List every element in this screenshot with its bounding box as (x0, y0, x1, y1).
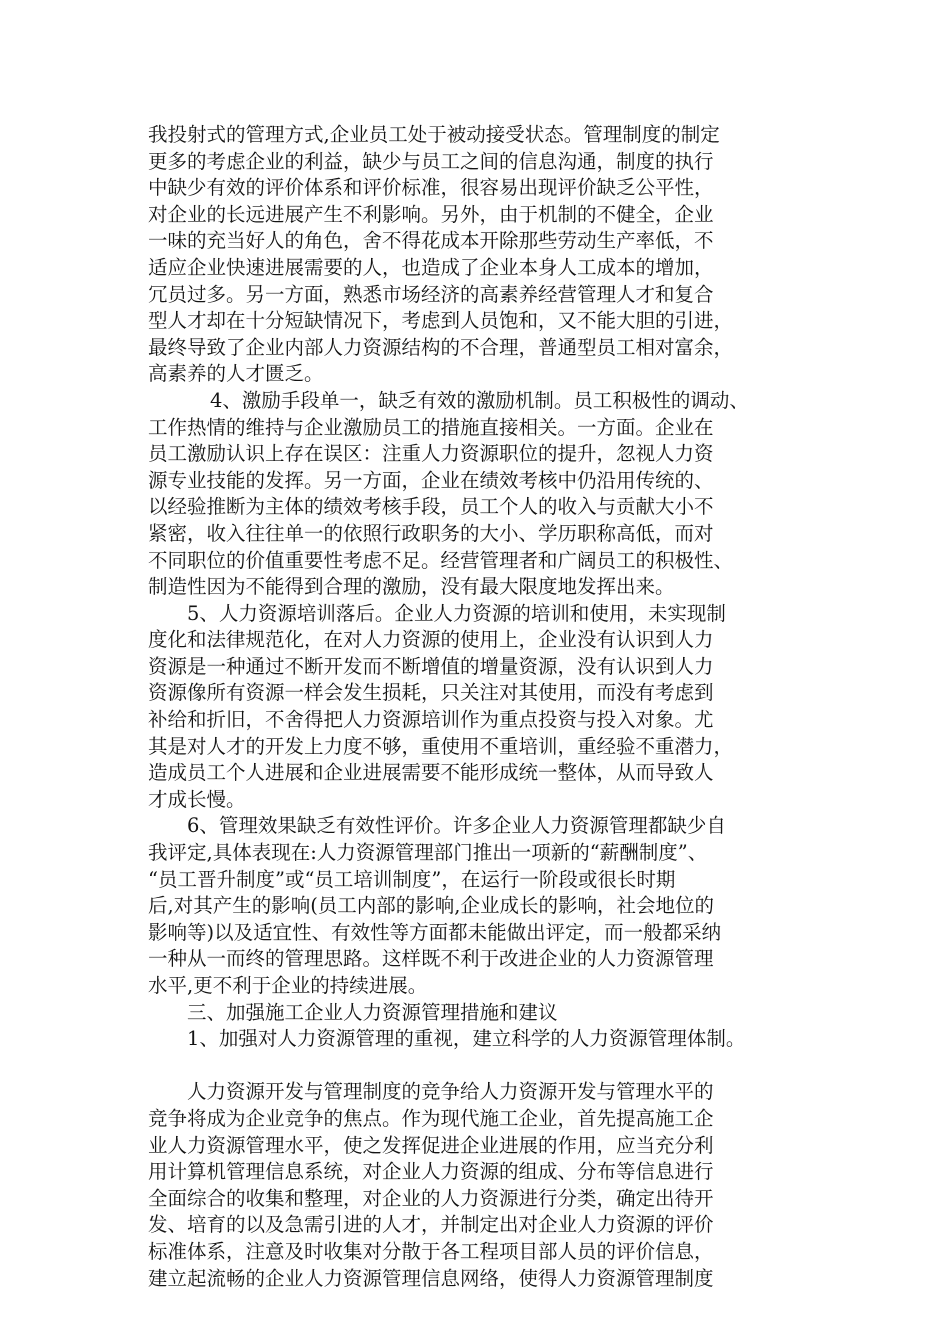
text-line: 工作热情的维持与企业激励员工的措施直接相关。一方面。企业在 (148, 415, 714, 439)
text-line: 度化和法律规范化，在对人力资源的使用上，企业没有认识到人力 (148, 628, 714, 652)
subsection-1-heading: 1、加强对人力资源管理的重视，建立科学的人力资源管理体制。 (187, 1027, 746, 1051)
text-line: 不同职位的价值重要性考虑不足。经营管理者和广阔员工的积极性、 (148, 548, 734, 572)
paragraph-6-heading: 6、管理效果缺乏有效性评价。许多企业人力资源管理都缺少自 (187, 814, 726, 838)
text-line: 高素养的人才匮乏。 (148, 362, 324, 386)
text-line: 造成员工个人进展和企业进展需要不能形成统一整体，从而导致人 (148, 761, 714, 785)
text-line: 我投射式的管理方式,企业员工处于被动接受状态。管理制度的制定 (148, 123, 720, 146)
text-line: 一种从一而终的管理思路。这样既不利于改进企业的人力资源管理 (148, 947, 714, 971)
text-line: 制造性因为不能得到合理的激励，没有最大限度地发挥出来。 (148, 575, 675, 599)
blank-line (148, 1053, 828, 1080)
text-line: 用计算机管理信息系统，对企业人力资源的组成、分布等信息进行 (148, 1160, 714, 1184)
text-line: 建立起流畅的企业人力资源管理信息网络，使得人力资源管理制度 (148, 1266, 714, 1290)
text-line: 型人才却在十分短缺情况下，考虑到人员饱和，又不能大胆的引进， (148, 309, 734, 333)
text-line: 紧密，收入往往单一的依照行政职务的大小、学历职称高低，而对 (148, 521, 714, 545)
section-3-heading: 三、加强施工企业人力资源管理措施和建议 (187, 1000, 558, 1024)
text-line: 更多的考虑企业的利益，缺少与员工之间的信息沟通，制度的执行 (148, 149, 714, 173)
text-line: 一味的充当好人的角色，舍不得花成本开除那些劳动生产率低，不 (148, 229, 714, 253)
text-line: 资源是一种通过不断开发而不断增值的增量资源，没有认识到人力 (148, 654, 714, 678)
text-line: 发、培育的以及急需引进的人才，并制定出对企业人力资源的评价 (148, 1213, 714, 1237)
text-line: 全面综合的收集和整理，对企业的人力资源进行分类，确定出待开 (148, 1186, 714, 1210)
text-line: 员工激励认识上存在误区：注重人力资源职位的提升，忽视人力资 (148, 442, 714, 466)
text-line: 源专业技能的发挥。另一方面，企业在绩效考核中仍沿用传统的、 (148, 468, 714, 492)
paragraph-5-heading: 5、人力资源培训落后。企业人力资源的培训和使用，未实现制 (187, 601, 726, 625)
text-line: 才成长慢。 (148, 787, 246, 811)
text-line: 最终导致了企业内部人力资源结构的不合理，普通型员工相对富余， (148, 335, 734, 359)
text-line: 以经验推断为主体的绩效考核手段，员工个人的收入与贡献大小不 (148, 495, 714, 519)
text-line: 我评定,具体表现在:人力资源管理部门推出一项新的“薪酬制度”、 (148, 841, 708, 865)
text-line: 资源像所有资源一样会发生损耗，只关注对其使用，而没有考虑到 (148, 681, 714, 705)
text-line: 补给和折旧，不舍得把人力资源培训作为重点投资与投入对象。尤 (148, 708, 714, 732)
text-line: 中缺少有效的评价体系和评价标准，很容易出现评价缺乏公平性， (148, 176, 714, 200)
text-line: “员工晋升制度”或“员工培训制度”，在运行一阶段或很长时期 (148, 867, 676, 891)
text-line: 业人力资源管理水平，使之发挥促进企业进展的作用，应当充分利 (148, 1133, 714, 1157)
text-line: 后,对其产生的影响(员工内部的影响,企业成长的影响，社会地位的 (148, 894, 715, 918)
text-line: 水平,更不利于企业的持续进展。 (148, 974, 428, 997)
text-line: 其是对人才的开发上力度不够，重使用不重培训，重经验不重潜力， (148, 734, 734, 758)
text-line: 标准体系，注意及时收集对分散于各工程项目部人员的评价信息， (148, 1239, 714, 1263)
paragraph-start: 人力资源开发与管理制度的竞争给人力资源开发与管理水平的 (187, 1080, 714, 1104)
text-line: 适应企业快速进展需要的人，也造成了企业本身人工成本的增加， (148, 255, 714, 279)
text-line: 对企业的长远进展产生不利影响。另外，由于机制的不健全，企业 (148, 202, 714, 226)
text-line: 冗员过多。另一方面，熟悉市场经济的高素养经营管理人才和复合 (148, 282, 714, 306)
text-line: 影响等)以及适宜性、有效性等方面都未能做出评定，而一般都采纳 (148, 920, 722, 944)
text-line: 竞争将成为企业竞争的焦点。作为现代施工企业，首先提高施工企 (148, 1106, 714, 1130)
body-text (148, 122, 828, 1292)
paragraph-4-heading: 4、激励手段单一，缺乏有效的激励机制。员工积极性的调动、 (210, 388, 749, 412)
